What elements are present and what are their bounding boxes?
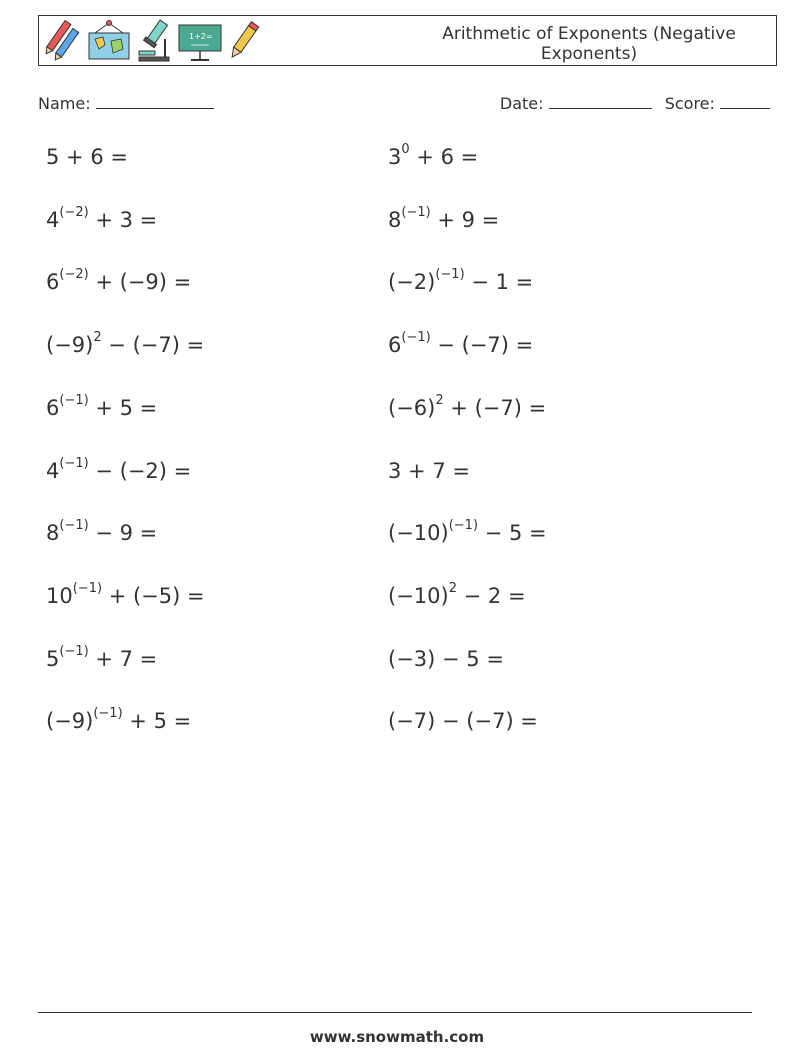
date-label: Date: [499, 94, 544, 113]
problem-base: 8 [46, 521, 60, 546]
pencil-icon [227, 19, 261, 63]
footer-divider [38, 1012, 752, 1013]
problem-item [46, 643, 158, 671]
problem-exponent: (−1) [59, 455, 89, 471]
problem-base: 3 [388, 458, 402, 483]
problem-exponent: (−1) [401, 204, 431, 220]
problem-rest: − 9 = [88, 521, 158, 546]
problem-item [46, 455, 192, 483]
problem-base: (−3) [388, 646, 436, 671]
problem-rest: + 5 = [88, 395, 158, 420]
problem-base: (−7) [388, 709, 436, 734]
date-score-fields [500, 92, 770, 113]
problem-base: 4 [46, 207, 60, 232]
problem-base: 6 [46, 395, 60, 420]
problem-base: (−9) [46, 709, 94, 734]
problem-item [46, 580, 205, 608]
problem-base: 10 [46, 583, 73, 608]
problem-exponent: 2 [435, 392, 444, 408]
problem-exponent: (−1) [59, 392, 89, 408]
problem-rest: + 6 = [59, 145, 128, 169]
problem-item [46, 145, 128, 169]
problem-rest: − (−7) = [101, 333, 205, 358]
problem-rest: + 9 = [430, 207, 500, 232]
problem-base: 3 [388, 145, 402, 169]
problem-item [46, 267, 192, 295]
problem-rest: + (−7) = [443, 395, 547, 420]
problem-item [388, 459, 470, 483]
worksheet-header [38, 15, 777, 66]
problem-item [388, 647, 504, 671]
problem-rest: + 7 = [401, 458, 470, 483]
problem-item [46, 706, 192, 734]
chalkboard-icon [177, 19, 223, 63]
header-icons [43, 18, 261, 64]
problem-base: 6 [388, 333, 402, 358]
problem-exponent: (−1) [435, 267, 465, 283]
problem-item [388, 330, 534, 358]
worksheet-title: Arithmetic of Exponents (Negative Exponents) [442, 24, 736, 64]
problem-exponent: (−1) [59, 643, 89, 659]
pencil-crayon-icon [43, 19, 83, 63]
problem-base: 5 [46, 145, 60, 169]
map-board-icon [87, 19, 131, 63]
problem-item [46, 392, 158, 420]
problem-exponent: (−2) [59, 267, 89, 283]
problem-rest: − (−7) = [430, 333, 534, 358]
problem-rest: + (−9) = [88, 270, 192, 295]
problem-rest: + 3 = [88, 207, 158, 232]
footer-website: www.snowmath.com [309, 1028, 485, 1046]
problem-item [46, 518, 158, 546]
problem-item [388, 580, 526, 608]
problem-exponent: 2 [448, 580, 457, 596]
problem-item [46, 204, 158, 232]
problem-rest: − 5 = [478, 521, 547, 546]
problem-base: 5 [46, 646, 60, 671]
problem-rest: − 1 = [464, 270, 534, 295]
problem-base: 8 [388, 207, 402, 232]
problem-exponent: 2 [93, 330, 102, 346]
problem-base: (−9) [46, 333, 94, 358]
problem-item [388, 142, 479, 169]
problem-exponent: (−1) [72, 580, 103, 596]
problem-rest: + 7 = [88, 646, 158, 671]
problem-rest: + (−5) = [102, 583, 205, 608]
name-field[interactable] [38, 92, 214, 113]
problem-rest: + 6 = [409, 145, 479, 169]
problem-exponent: (−1) [59, 518, 89, 534]
problem-base: (−10) [388, 521, 449, 546]
problem-rest: − (−7) = [435, 709, 538, 734]
problem-item [388, 267, 534, 295]
score-blank-line[interactable] [720, 92, 770, 109]
problem-rest: − 2 = [456, 583, 526, 608]
problem-exponent: (−1) [448, 518, 479, 534]
problem-item [46, 330, 205, 358]
problem-item [388, 518, 547, 546]
problem-item [388, 392, 547, 420]
student-info-row [38, 92, 770, 116]
problem-base: 4 [46, 458, 60, 483]
problem-rest: + 5 = [122, 709, 192, 734]
problem-base: 6 [46, 270, 60, 295]
problem-exponent: (−1) [93, 706, 123, 722]
problem-exponent: (−1) [401, 330, 431, 346]
problem-base: (−10) [388, 583, 449, 608]
date-blank-line[interactable] [549, 92, 652, 109]
problem-item [388, 709, 538, 733]
problem-item [388, 204, 500, 232]
problem-base: (−2) [388, 270, 436, 295]
svg-text:1+2=: 1+2= [189, 32, 213, 41]
microscope-icon [135, 19, 173, 63]
score-label: Score: [664, 94, 715, 113]
problem-exponent: (−2) [59, 204, 89, 220]
name-label: Name: [38, 94, 91, 113]
name-blank-line[interactable] [96, 92, 214, 109]
problem-rest: − 5 = [435, 646, 504, 671]
problem-rest: − (−2) = [88, 458, 192, 483]
problem-exponent: 0 [401, 142, 410, 157]
problem-base: (−6) [388, 395, 436, 420]
